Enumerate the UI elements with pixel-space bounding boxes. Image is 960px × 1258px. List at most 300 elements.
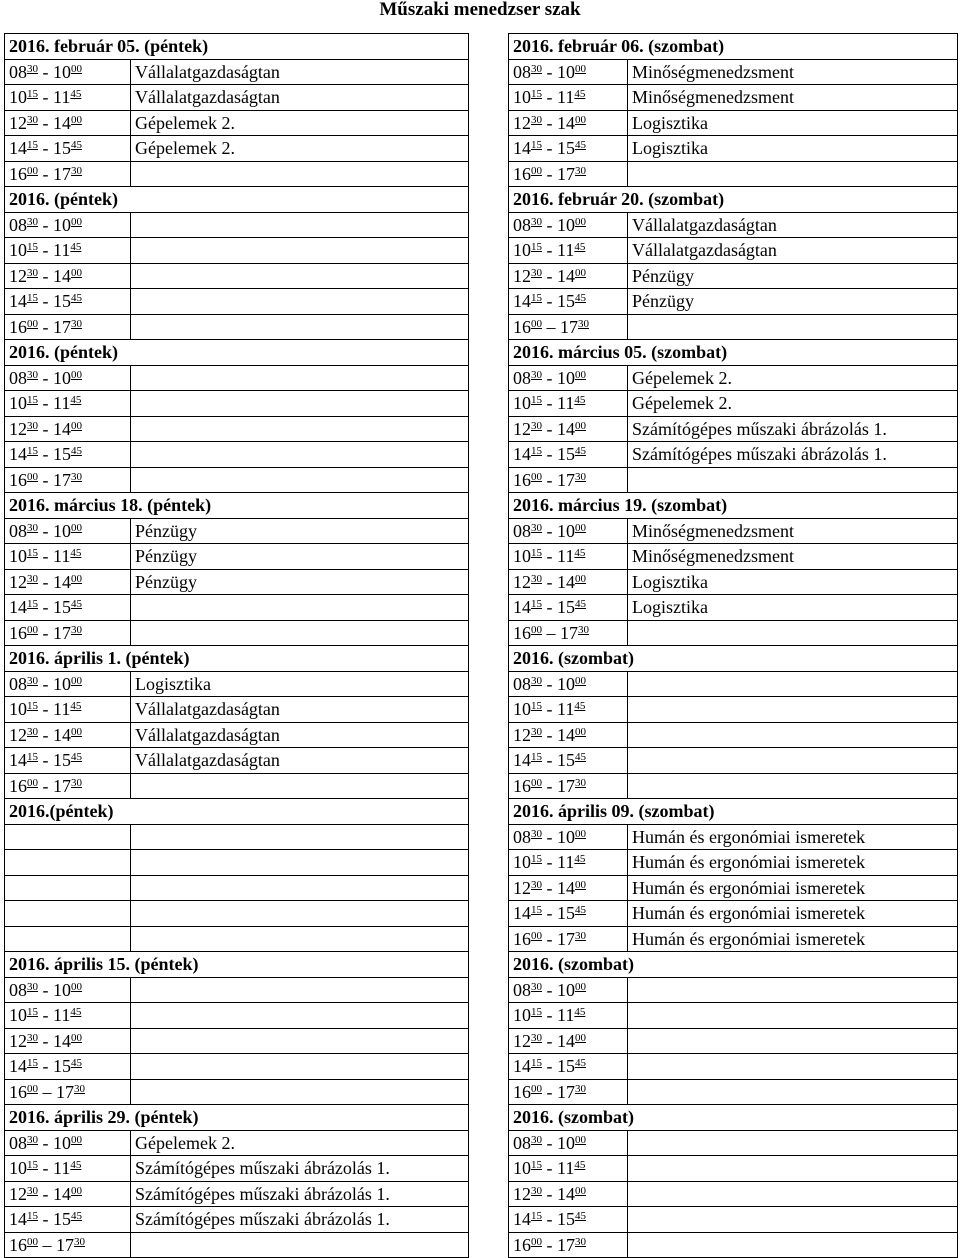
time-cell [509,722,628,748]
date-header: 2016. (szombat) [509,952,958,978]
time-separator: - [542,724,557,745]
subject-cell [628,773,958,799]
start-hour: 12 [513,112,531,133]
end-minute: 30 [575,776,586,789]
time-cell [509,697,628,723]
date-header: 2016. április 1. (péntek) [5,646,469,672]
time-cell [509,314,628,340]
start-hour: 12 [513,571,531,592]
end-minute: 30 [578,623,589,636]
end-minute: 45 [574,394,586,407]
start-hour: 08 [9,673,27,694]
subject-cell [131,263,469,289]
start-hour: 14 [9,1209,27,1230]
end-minute: 45 [71,139,82,152]
end-minute: 45 [575,445,586,458]
time-separator: - [542,393,557,414]
time-cell [509,136,628,162]
end-hour: 15 [557,1056,575,1077]
time-slot-row [509,977,958,1003]
start-hour: 10 [513,699,531,720]
subject-cell [628,671,958,697]
time-cell [5,263,131,289]
time-cell [509,569,628,595]
time-slot-row [5,1232,469,1258]
subject-cell [131,289,469,315]
end-minute: 45 [574,700,586,713]
empty-time-cell [5,824,131,850]
time-cell [509,1079,628,1105]
end-minute: 00 [575,878,586,891]
end-minute: 30 [71,623,82,636]
end-minute: 00 [71,1184,82,1197]
time-slot-row [509,161,958,187]
end-minute: 30 [578,317,589,330]
empty-time-cell [5,901,131,927]
subject-cell: Gépelemek 2. [131,136,469,162]
start-minute: 30 [27,521,38,534]
time-cell [509,416,628,442]
time-slot-row [509,518,958,544]
time-separator: - [542,903,557,924]
subject-cell: Számítógépes műszaki ábrázolás 1. [131,1156,469,1182]
start-minute: 30 [27,725,38,738]
time-slot-row [509,263,958,289]
date-header: 2016. február 06. (szombat) [509,34,958,60]
start-minute: 30 [27,368,38,381]
end-hour: 17 [557,928,575,949]
time-slot-row [5,518,469,544]
start-minute: 15 [531,139,542,152]
start-hour: 16 [9,316,27,337]
subject-cell: Minőségmenedzsment [628,59,958,85]
end-minute: 00 [71,368,82,381]
time-slot-row [5,59,469,85]
time-cell [5,1130,131,1156]
time-slot-row [5,467,469,493]
time-separator: - [542,367,557,388]
time-separator: - [542,1183,557,1204]
end-hour: 15 [53,138,71,159]
time-cell [5,697,131,723]
subject-cell [628,977,958,1003]
start-hour: 14 [9,1056,27,1077]
subject-cell: Számítógépes műszaki ábrázolás 1. [131,1207,469,1233]
end-hour: 17 [56,1081,74,1102]
time-separator: - [38,316,53,337]
time-cell [509,1232,628,1258]
time-slot-row [509,365,958,391]
subject-cell [131,773,469,799]
date-row [509,340,958,366]
time-separator: - [542,826,557,847]
date-header: 2016. (szombat) [509,646,958,672]
time-cell [509,977,628,1003]
time-cell [5,416,131,442]
subject-cell [628,1003,958,1029]
subject-cell [628,1181,958,1207]
time-cell [5,110,131,136]
start-minute: 30 [531,266,542,279]
subject-cell [628,467,958,493]
end-hour: 11 [557,1158,575,1179]
subject-cell [628,620,958,646]
date-row [509,646,958,672]
subject-cell [628,1207,958,1233]
time-separator: - [542,673,557,694]
start-minute: 30 [531,1133,542,1146]
end-minute: 45 [70,700,82,713]
time-slot-row [509,901,958,927]
end-hour: 15 [53,444,71,465]
start-minute: 00 [27,776,38,789]
subject-cell [131,467,469,493]
start-minute: 00 [27,317,38,330]
start-minute: 00 [531,1082,542,1095]
time-separator: - [38,1132,53,1153]
subject-cell: Humán és ergonómiai ismeretek [628,926,958,952]
start-minute: 15 [531,241,542,254]
time-cell [509,671,628,697]
start-minute: 30 [27,266,38,279]
end-hour: 17 [557,1081,575,1102]
subject-cell: Pénzügy [131,569,469,595]
time-slot-row [5,1130,469,1156]
subject-cell: Számítógépes műszaki ábrázolás 1. [628,416,958,442]
end-minute: 45 [70,394,82,407]
time-cell [509,442,628,468]
time-cell [509,1207,628,1233]
subject-cell: Számítógépes műszaki ábrázolás 1. [131,1181,469,1207]
time-cell [5,595,131,621]
subject-cell [628,314,958,340]
start-minute: 15 [27,1057,38,1070]
start-minute: 15 [531,700,542,713]
saturday-schedule-table [508,33,958,1258]
time-slot-row [509,620,958,646]
start-hour: 10 [513,1005,531,1026]
end-hour: 15 [53,1209,71,1230]
end-hour: 15 [53,1056,71,1077]
start-minute: 30 [531,980,542,993]
end-hour: 10 [53,979,71,1000]
start-minute: 15 [531,445,542,458]
start-minute: 30 [531,725,542,738]
start-hour: 14 [513,291,531,312]
subject-cell: Logisztika [628,595,958,621]
end-hour: 11 [53,87,71,108]
subject-cell [628,1156,958,1182]
end-minute: 00 [575,62,586,75]
time-slot-row [5,671,469,697]
subject-cell: Vállalatgazdaságtan [131,85,469,111]
time-slot-row [509,289,958,315]
time-cell [5,544,131,570]
empty-subject-cell [131,901,469,927]
end-hour: 14 [557,1030,575,1051]
time-separator: - [38,1005,53,1026]
time-separator: - [542,775,557,796]
start-hour: 12 [513,418,531,439]
end-minute: 00 [71,725,82,738]
start-hour: 08 [513,367,531,388]
end-minute: 45 [70,88,82,101]
date-header: 2016. február 20. (szombat) [509,187,958,213]
time-separator: – [542,316,560,337]
start-hour: 10 [9,393,27,414]
end-hour: 10 [557,61,575,82]
start-minute: 30 [27,980,38,993]
subject-cell: Pénzügy [628,263,958,289]
end-minute: 45 [71,292,82,305]
time-cell [5,391,131,417]
date-row [509,952,958,978]
subject-cell: Vállalatgazdaságtan [628,238,958,264]
start-hour: 08 [9,367,27,388]
start-minute: 30 [531,878,542,891]
time-slot-row [509,569,958,595]
start-minute: 30 [27,1184,38,1197]
start-hour: 16 [9,163,27,184]
time-separator: - [38,367,53,388]
start-hour: 10 [513,87,531,108]
time-separator: - [542,597,557,618]
start-hour: 12 [9,571,27,592]
subject-cell [131,620,469,646]
time-cell [5,569,131,595]
end-hour: 17 [557,775,575,796]
time-cell [5,1181,131,1207]
time-slot-row [509,722,958,748]
end-hour: 15 [53,750,71,771]
end-hour: 15 [557,138,575,159]
time-cell [5,1054,131,1080]
end-hour: 14 [53,418,71,439]
time-cell [509,212,628,238]
time-separator: - [542,87,557,108]
time-slot-row [5,1028,469,1054]
time-separator: - [542,1005,557,1026]
time-slot-row [5,263,469,289]
subject-cell [131,1028,469,1054]
start-hour: 16 [9,775,27,796]
end-hour: 15 [557,903,575,924]
date-row [509,187,958,213]
start-minute: 00 [27,164,38,177]
time-cell [509,161,628,187]
subject-cell: Gépelemek 2. [131,110,469,136]
time-separator: - [38,546,53,567]
subject-cell [131,1003,469,1029]
end-minute: 00 [575,1133,586,1146]
subject-cell: Logisztika [628,136,958,162]
end-hour: 11 [557,393,575,414]
start-minute: 15 [531,1210,542,1223]
start-minute: 00 [27,470,38,483]
start-minute: 00 [531,623,542,636]
subject-cell [131,212,469,238]
date-header: 2016. március 19. (szombat) [509,493,958,519]
time-cell [5,977,131,1003]
time-slot-row [5,1207,469,1233]
time-separator: - [542,852,557,873]
start-hour: 16 [513,775,531,796]
time-separator: - [542,1056,557,1077]
time-slot-row [5,1054,469,1080]
start-hour: 10 [513,240,531,261]
end-minute: 45 [574,1159,586,1172]
time-separator: - [542,291,557,312]
end-minute: 30 [71,776,82,789]
time-separator: - [542,546,557,567]
end-minute: 00 [71,113,82,126]
time-separator: - [38,571,53,592]
time-separator: - [542,1030,557,1051]
time-separator: - [542,979,557,1000]
time-cell [5,620,131,646]
page-title [0,0,960,22]
time-separator: - [542,750,557,771]
time-slot-row [509,824,958,850]
start-minute: 15 [27,1159,38,1172]
start-hour: 16 [513,316,531,337]
time-slot-row [509,544,958,570]
subject-cell [628,1028,958,1054]
date-row [5,34,469,60]
time-slot-row [5,442,469,468]
date-header: 2016. április 09. (szombat) [509,799,958,825]
end-hour: 15 [557,1209,575,1230]
end-minute: 45 [574,547,586,560]
date-header: 2016.(péntek) [5,799,469,825]
time-cell [509,1130,628,1156]
end-hour: 14 [557,877,575,898]
start-minute: 30 [531,572,542,585]
end-minute: 00 [71,674,82,687]
time-separator: - [38,61,53,82]
time-cell [509,289,628,315]
start-hour: 14 [9,138,27,159]
start-minute: 15 [27,751,38,764]
time-cell [509,850,628,876]
start-hour: 16 [513,1081,531,1102]
date-header: 2016. február 05. (péntek) [5,34,469,60]
time-separator: - [38,444,53,465]
end-minute: 45 [71,445,82,458]
end-hour: 10 [557,673,575,694]
end-minute: 00 [71,980,82,993]
subject-cell: Vállalatgazdaságtan [131,722,469,748]
end-hour: 14 [557,112,575,133]
start-minute: 30 [531,215,542,228]
friday-schedule-table [4,33,469,1258]
time-slot-row [509,1232,958,1258]
date-row [5,799,469,825]
time-slot-row [5,977,469,1003]
end-minute: 00 [71,521,82,534]
time-slot-row [509,595,958,621]
time-cell [509,110,628,136]
end-hour: 10 [557,367,575,388]
start-minute: 15 [531,1057,542,1070]
subject-cell: Humán és ergonómiai ismeretek [628,824,958,850]
start-minute: 00 [531,1235,542,1248]
time-cell [509,901,628,927]
start-minute: 15 [27,394,38,407]
date-header: 2016. (szombat) [509,1105,958,1131]
end-hour: 14 [557,418,575,439]
end-hour: 14 [557,724,575,745]
end-minute: 00 [71,1133,82,1146]
end-hour: 10 [53,61,71,82]
date-row [5,646,469,672]
end-hour: 14 [557,1183,575,1204]
end-minute: 30 [74,1082,85,1095]
end-hour: 14 [53,1183,71,1204]
time-separator: - [38,673,53,694]
subject-cell: Számítógépes műszaki ábrázolás 1. [628,442,958,468]
time-separator: - [542,877,557,898]
time-slot-row [5,773,469,799]
subject-cell [628,1232,958,1258]
time-separator: - [38,265,53,286]
end-minute: 00 [575,674,586,687]
time-cell [5,1079,131,1105]
start-hour: 12 [513,1183,531,1204]
time-separator: - [38,393,53,414]
time-separator: - [542,520,557,541]
start-hour: 14 [9,291,27,312]
start-minute: 15 [27,1006,38,1019]
time-separator: - [38,724,53,745]
end-hour: 17 [53,622,71,643]
time-cell [509,518,628,544]
start-minute: 15 [531,292,542,305]
time-slot-row [509,875,958,901]
date-row [5,493,469,519]
time-slot-row [509,391,958,417]
start-hour: 08 [513,673,531,694]
start-hour: 16 [9,1234,27,1255]
time-cell [5,85,131,111]
time-slot-row [5,722,469,748]
time-cell [5,136,131,162]
start-hour: 08 [513,214,531,235]
time-separator: - [38,1030,53,1051]
end-hour: 11 [557,852,575,873]
time-cell [509,1028,628,1054]
end-hour: 10 [53,367,71,388]
time-slot-row [509,1207,958,1233]
time-cell [5,161,131,187]
time-slot-row [5,1079,469,1105]
subject-cell: Minőségmenedzsment [628,544,958,570]
time-separator: - [38,979,53,1000]
start-hour: 08 [513,520,531,541]
start-hour: 14 [9,444,27,465]
time-cell [509,926,628,952]
time-cell [509,773,628,799]
end-minute: 45 [71,1210,82,1223]
date-header: 2016. március 18. (péntek) [5,493,469,519]
time-separator: - [542,928,557,949]
end-hour: 17 [53,775,71,796]
start-hour: 12 [513,1030,531,1051]
subject-cell: Logisztika [628,569,958,595]
subject-cell [131,416,469,442]
end-hour: 10 [53,673,71,694]
start-hour: 10 [9,546,27,567]
